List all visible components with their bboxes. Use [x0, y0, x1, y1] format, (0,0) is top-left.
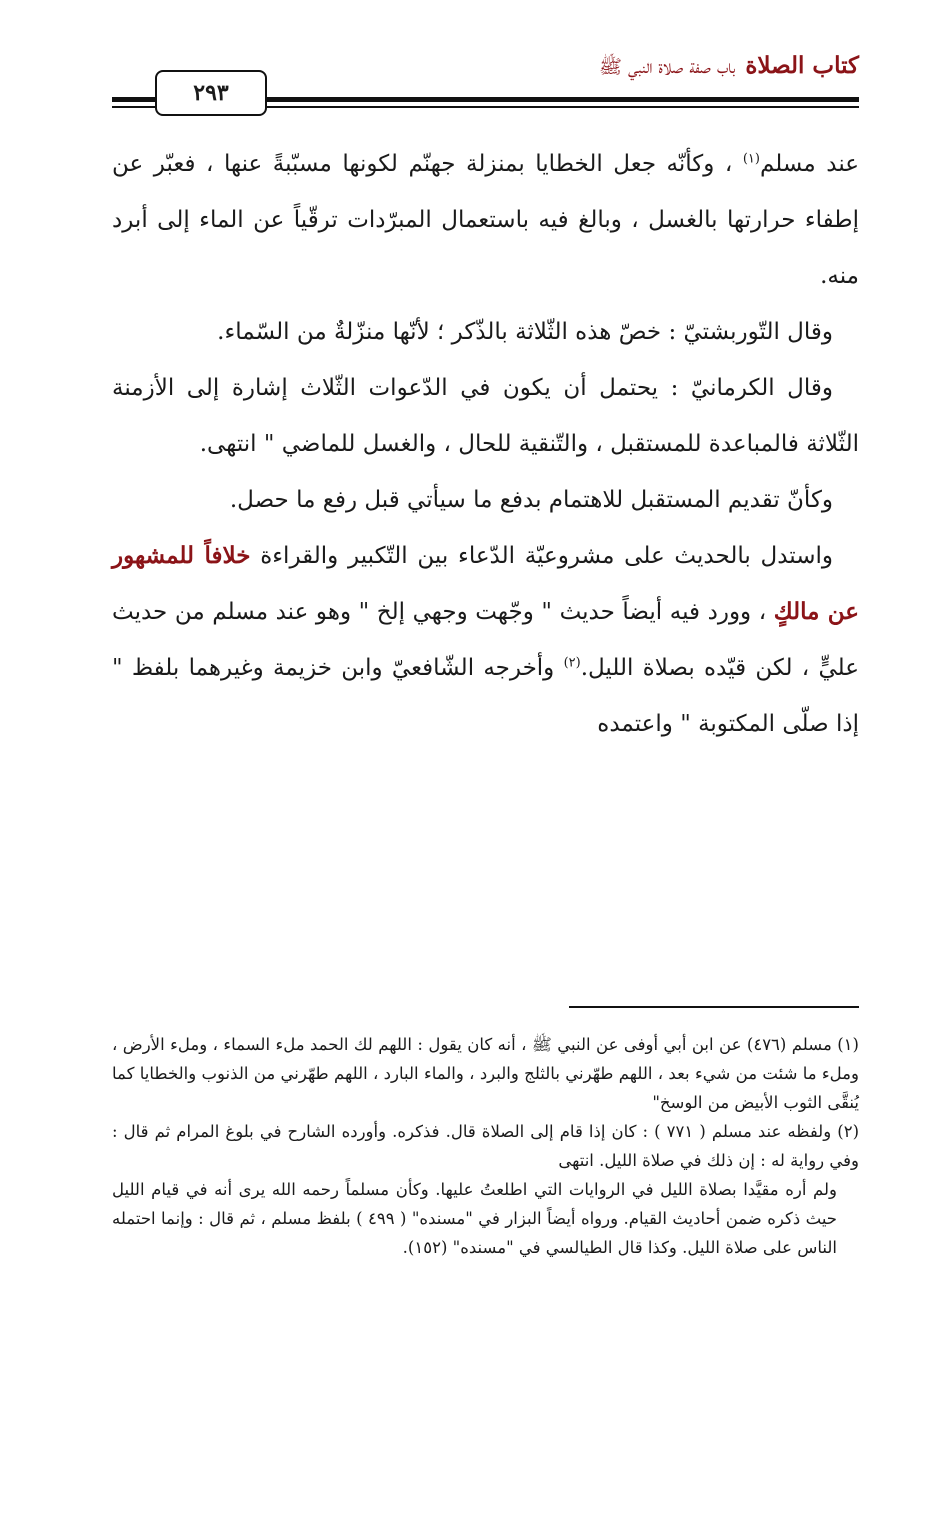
- paragraph: [112, 528, 859, 752]
- paragraph: [112, 472, 859, 528]
- footnotes: [112, 1030, 859, 1262]
- paragraph: [112, 304, 859, 360]
- book-title: كتاب الصلاة: [745, 52, 859, 79]
- text-segment: وأخرجه الشّافعيّ وابن خزيمة وغيرهما بلفظ " إذا صلّى المكتوبة " واعتمده: [112, 655, 859, 737]
- text-segment: واستدل بالحديث على مشروعيّة الدّعاء بين التّكبير والقراءة: [250, 543, 833, 569]
- text-segment: ، وورد فيه أيضاً حديث " وجّهت وجهي إلخ " وهو عند مسلم من حديث عليٍّ ، لكن قيّده بصلاة الليل.: [112, 599, 860, 681]
- main-text: [112, 136, 859, 752]
- text-segment: وقال الكرمانيّ : يحتمل أن يكون في الدّعوات الثّلاث إشارة إلى الأزمنة الثّلاثة فالمباعدة للمستقبل ، والتّنقية للحال ، والغسل للماضي " انتهى.: [112, 375, 859, 457]
- footnote-ref: (٢): [563, 655, 581, 671]
- text-segment: وقال التّوربشتيّ : خصّ هذه الثّلاثة بالذّكر ؛ لأنّها منزّلةٌ من السّماء.: [217, 319, 833, 345]
- footnote: ولم أره مقيَّدا بصلاة الليل في الروايات التي اطلعتُ عليها. وكأن مسلماً رحمه الله يرى أنه في قيام الليل حيث ذكره ضمن أحاديث القيام. ورواه أيضاً البزار في "مسنده" ( ٤٩٩ ) بلفظ مسلم ، ثم قال : وإنما احتمله الناس على صلاة الليل. وكذا قال الطيالسي في "مسنده" (١٥٢).: [112, 1180, 837, 1257]
- text-segment: وكأنّ تقديم المستقبل للاهتمام بدفع ما سيأتي قبل رفع ما حصل.: [229, 487, 833, 513]
- page-number: ٢٩٣: [155, 70, 267, 116]
- paragraph: [112, 136, 859, 304]
- footnote: (١) مسلم (٤٧٦) عن ابن أبي أوفى عن النبي ﷺ ، أنه كان يقول : اللهم لك الحمد ملء السماء ، وملء الأرض ، وملء ما شئت من شيء بعد ، اللهم طهّرني بالثلج والبرد ، والماء البارد ، اللهم طهّرني من الذنوب والخطايا كما يُنقَّى الثوب الأبيض من الوسخ": [112, 1035, 859, 1112]
- text-segment: عند مسلم: [759, 151, 860, 177]
- highlighted-text: خلافاً للمشهور عن مالكٍ: [112, 542, 859, 625]
- chapter-title: باب صفة صلاة النبي ﷺ: [599, 56, 736, 78]
- footnote-separator: [569, 1006, 859, 1008]
- footnote: (٢) ولفظه عند مسلم ( ٧٧١ ) : كان إذا قام إلى الصلاة قال. فذكره. وأورده الشارح في بلوغ المرام ثم قال : وفي رواية له : إن ذلك في صلاة الليل. انتهى: [112, 1122, 859, 1170]
- paragraph: [112, 360, 859, 472]
- text-segment: ، وكأنّه جعل الخطايا بمنزلة جهنّم لكونها مسبّبةً عنها ، فعبّر عن إطفاء حرارتها بالغسل ، وبالغ فيه باستعمال المبرّدات ترقّياً عن الماء إلى أبرد منه.: [112, 151, 859, 289]
- footnote-ref: (١): [742, 151, 760, 167]
